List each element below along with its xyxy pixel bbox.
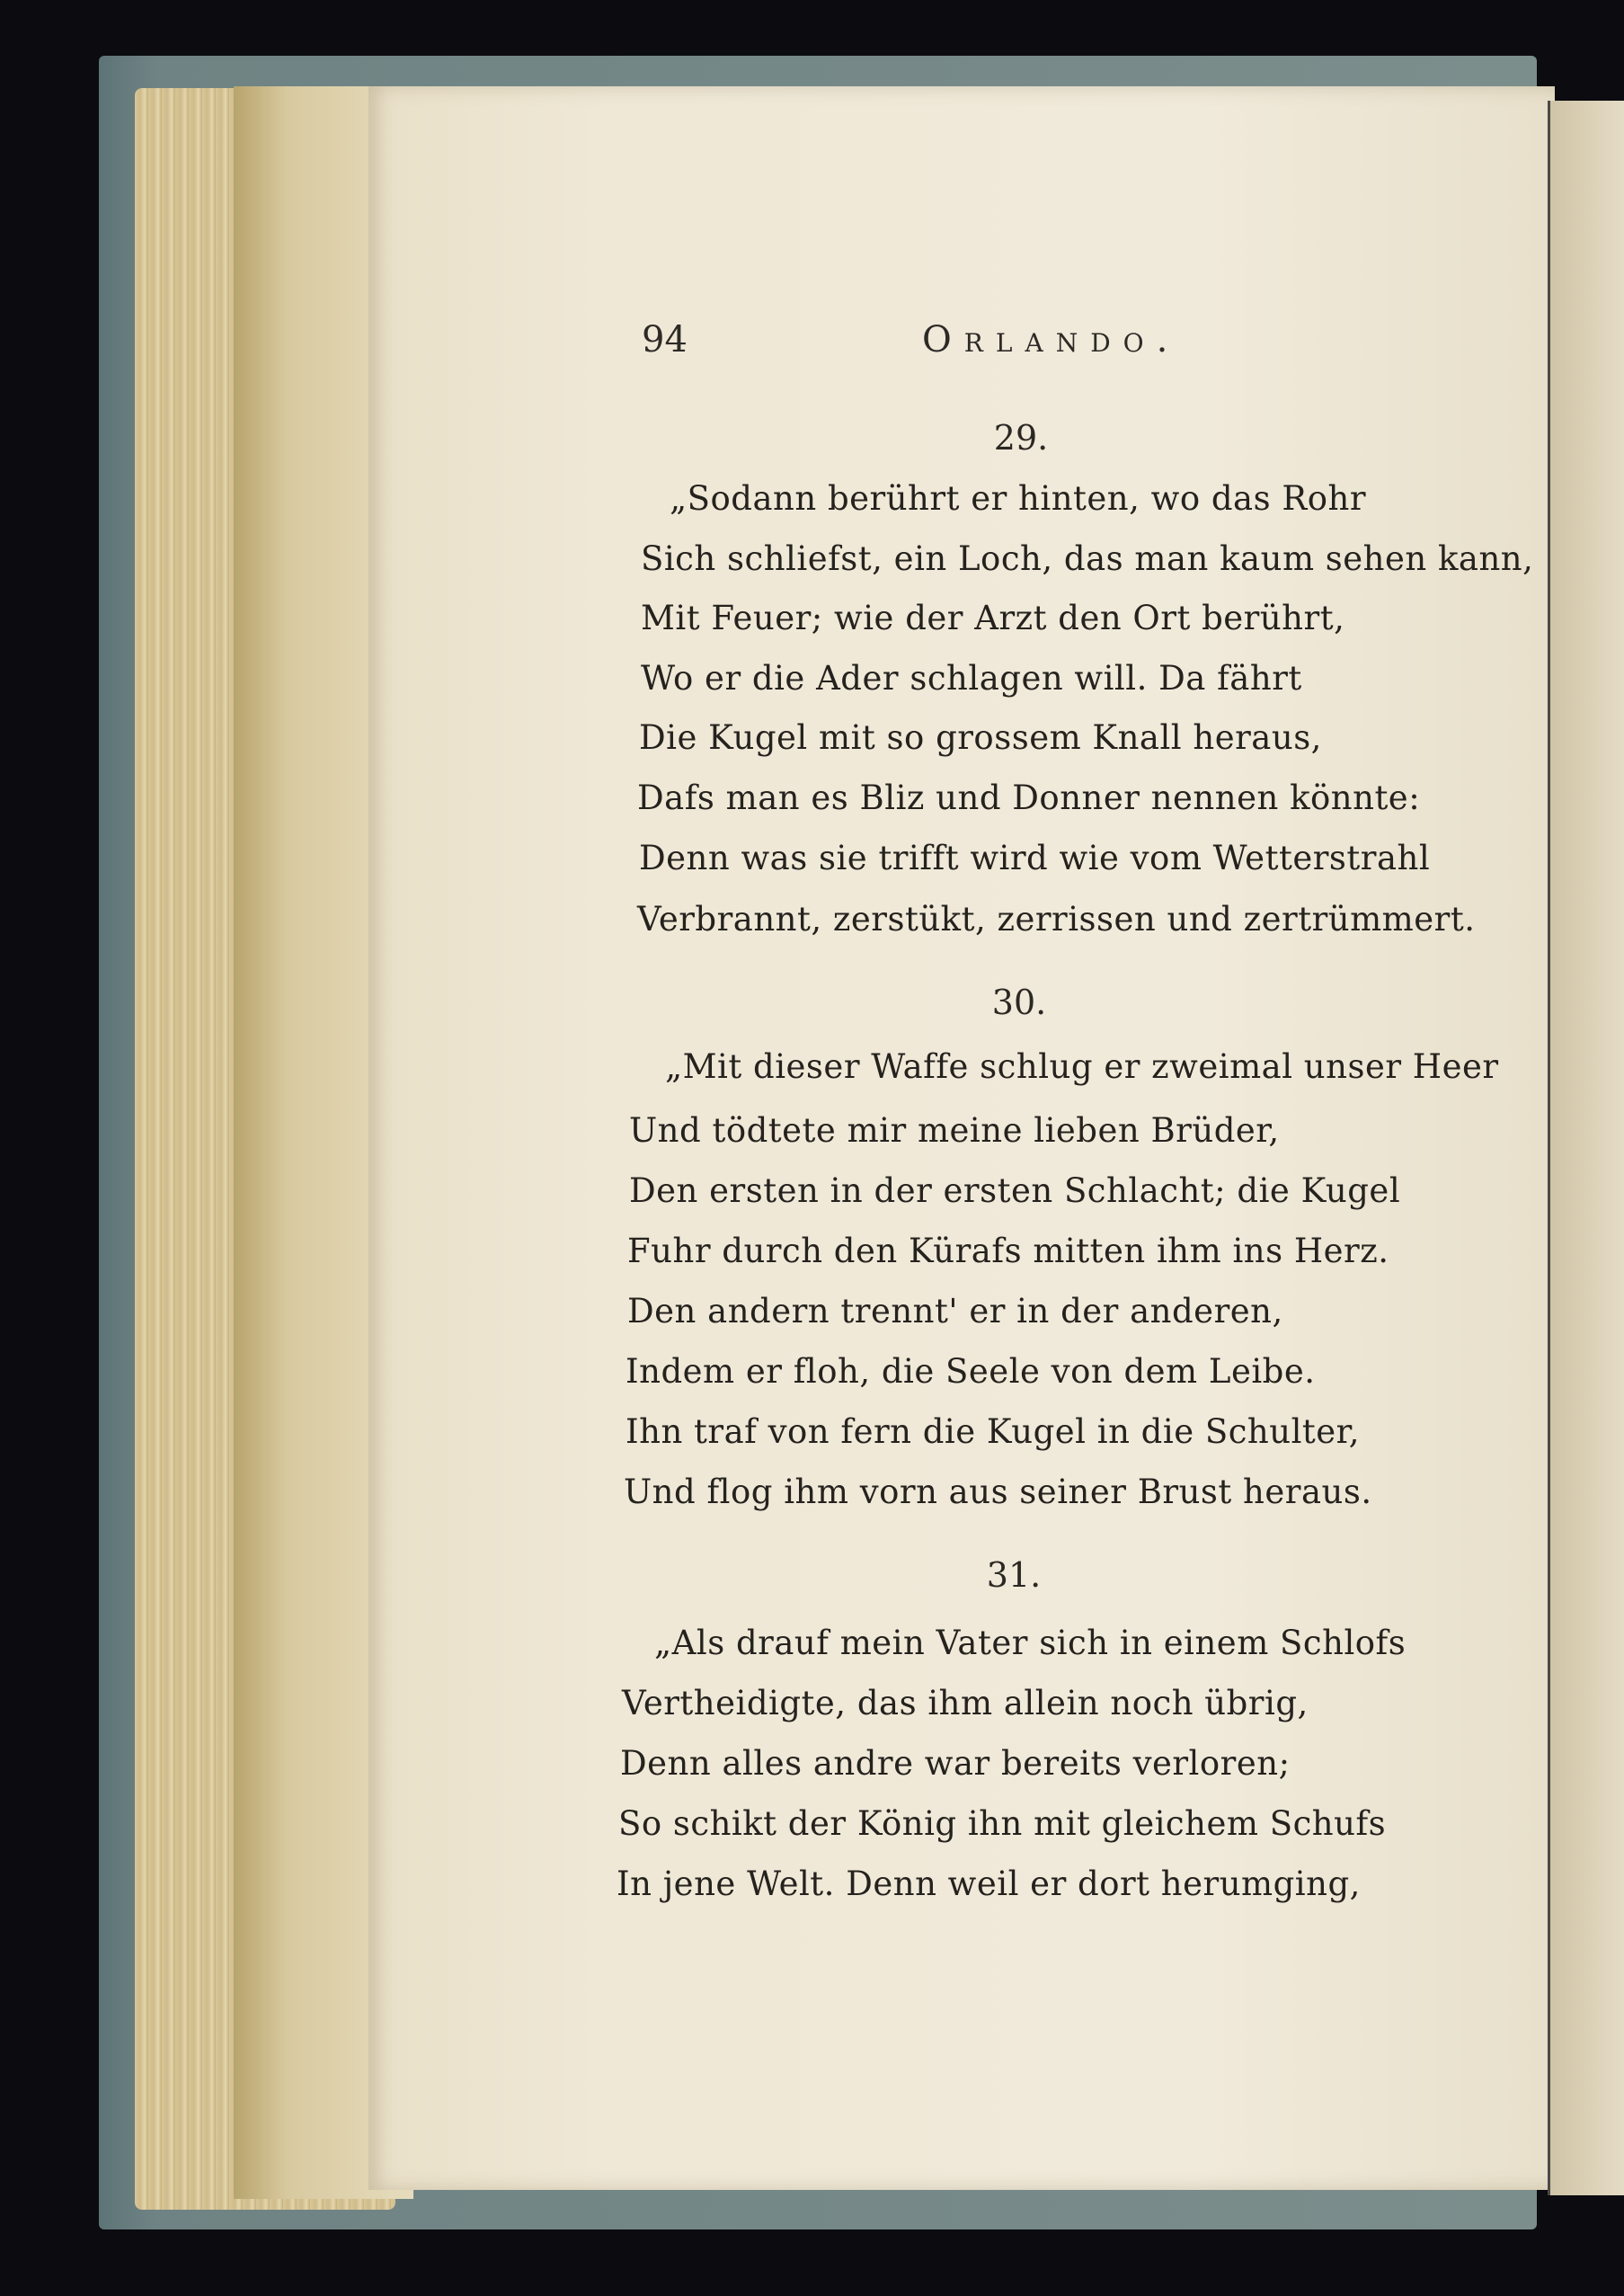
verse-line: „Mit dieser Waffe schlug er zweimal unser Heer [665,1047,1499,1086]
next-page-edge [1548,101,1624,2195]
running-title: Orlando. [922,319,1181,360]
verse-line: Fuhr durch den Kürafs mitten ihm ins Herz. [627,1232,1389,1270]
verse-line: „Als drauf mein Vater sich in einem Schlofs [654,1624,1407,1662]
verse-line: So schikt der König ihn mit gleichem Schufs [618,1804,1387,1843]
verse-line: In jene Welt. Denn weil er dort herumging, [617,1864,1361,1903]
verse-line: Denn was sie trifft wird wie vom Wetterstrahl [639,839,1431,877]
verse-line: Die Kugel mit so grossem Knall heraus, [639,718,1322,757]
stanza-number: 31. [986,1555,1042,1595]
verse-line: Dafs man es Bliz und Donner nennen könnte: [637,779,1421,817]
verse-line: Ihn traf von fern die Kugel in die Schulter, [626,1412,1361,1451]
verse-line: Und tödtete mir meine lieben Brüder, [629,1111,1280,1150]
verse-line: Vertheidigte, das ihm allein noch übrig, [622,1684,1309,1722]
page-header [635,319,1282,373]
verse-line: Verbrannt, zerstükt, zerrissen und zertrümmert. [637,900,1476,939]
verse-line: Denn alles andre war bereits verloren; [620,1744,1291,1783]
page-number: 94 [642,319,688,360]
verse-line: Wo er die Ader schlagen will. Da fährt [641,659,1302,698]
verse-line: Indem er floh, die Seele von dem Leibe. [626,1352,1316,1391]
verse-line: Und flog ihm vorn aus seiner Brust heraus. [624,1473,1372,1511]
verse-line: Sich schliefst, ein Loch, das man kaum sehen kann, [641,539,1534,578]
stanza-number: 30. [991,983,1047,1022]
verse-line: „Sodann berührt er hinten, wo das Rohr [670,479,1367,518]
verse-line: Mit Feuer; wie der Arzt den Ort berührt, [641,599,1345,637]
stanza-number: 29. [993,418,1049,458]
verse-line: Den andern trennt' er in der anderen, [627,1292,1283,1330]
verse-line: Den ersten in der ersten Schlacht; die Kugel [629,1171,1401,1210]
